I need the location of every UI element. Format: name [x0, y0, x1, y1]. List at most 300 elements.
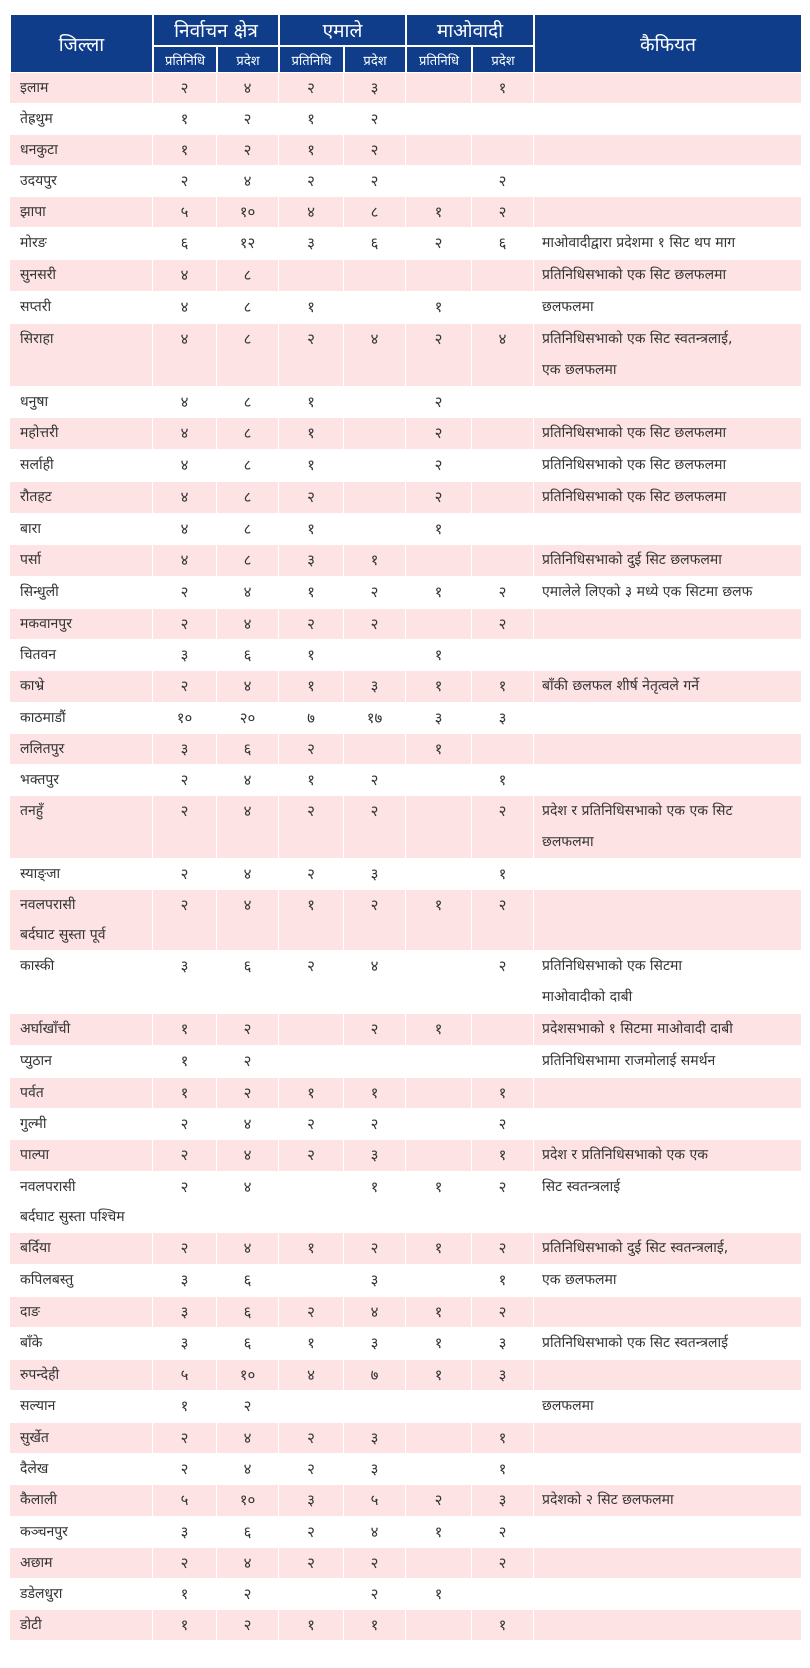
- district-name: कपिलबस्तु: [20, 1272, 74, 1288]
- uml-province-cell: २: [344, 1579, 406, 1610]
- district-cell: [10, 418, 153, 450]
- maoist-province-cell: १: [472, 1265, 534, 1297]
- district-cell: [10, 104, 153, 135]
- uml-province-cell: ३: [344, 671, 406, 703]
- remarks-text: प्रतिनिधिसभाको एक सिट स्वतन्त्रलाई,: [542, 331, 733, 347]
- maoist-province-cell: [472, 292, 534, 324]
- uml-representative-cell: १: [279, 387, 344, 418]
- district-cell: [10, 1485, 153, 1517]
- maoist-province-cell: [472, 1014, 534, 1046]
- uml-province-cell: २: [344, 765, 406, 796]
- maoist-representative-cell: [406, 859, 472, 890]
- maoist-province-cell: [472, 450, 534, 482]
- maoist-representative-cell: १: [406, 514, 472, 545]
- remarks-cell: [534, 514, 802, 545]
- uml-province-cell: [344, 514, 406, 545]
- remarks-cell: [534, 197, 802, 228]
- maoist-representative-cell: १: [406, 734, 472, 765]
- maoist-representative-cell: १: [406, 1172, 472, 1233]
- uml-representative-cell: ३: [279, 1485, 344, 1517]
- remarks-text: प्रदेशको २ सिट छलफलमा: [542, 1492, 674, 1508]
- uml-province-cell: [344, 640, 406, 671]
- maoist-representative-cell: [406, 609, 472, 640]
- district-name: पर्सा: [20, 552, 42, 568]
- maoist-province-cell: [472, 1391, 534, 1423]
- uml-province-cell: ४: [344, 324, 406, 387]
- remarks-cell: [534, 1610, 802, 1641]
- maoist-province-cell: [472, 482, 534, 514]
- uml-province-cell: २: [344, 577, 406, 609]
- uml-province-cell: २: [344, 609, 406, 640]
- maoist-province-cell: [472, 260, 534, 292]
- header-remarks: कैफियत: [534, 14, 802, 73]
- remarks-cell: [534, 1579, 802, 1610]
- district-cell: [10, 228, 153, 260]
- maoist-province-cell: [472, 1046, 534, 1078]
- uml-province-cell: १: [344, 545, 406, 577]
- district-name: रुपन्देही: [20, 1367, 60, 1383]
- constituency-representative-cell: २: [153, 1109, 217, 1140]
- uml-province-cell: ४: [344, 951, 406, 1014]
- constituency-province-cell: ६: [217, 1265, 279, 1297]
- table-row: [10, 1423, 802, 1454]
- constituency-province-cell: ४: [217, 1548, 279, 1579]
- remarks-text: प्रतिनिधिसभाको एक सिट छलफलमा: [542, 267, 727, 283]
- district-name: रौतहट: [20, 489, 52, 505]
- maoist-province-cell: [472, 640, 534, 671]
- district-name: चितवन: [20, 647, 57, 663]
- uml-representative-cell: [279, 1579, 344, 1610]
- maoist-province-cell: २: [472, 1233, 534, 1265]
- uml-representative-cell: १: [279, 514, 344, 545]
- district-cell: [10, 1046, 153, 1078]
- maoist-representative-cell: [406, 1078, 472, 1109]
- maoist-representative-cell: [406, 545, 472, 577]
- constituency-representative-cell: ३: [153, 1265, 217, 1297]
- district-cell: [10, 609, 153, 640]
- maoist-representative-cell: [406, 135, 472, 166]
- constituency-representative-cell: २: [153, 609, 217, 640]
- remarks-cell: [534, 292, 802, 324]
- uml-province-cell: ३: [344, 1265, 406, 1297]
- constituency-representative-cell: ६: [153, 228, 217, 260]
- remarks-cell: [534, 1265, 802, 1297]
- constituency-representative-cell: २: [153, 1233, 217, 1265]
- uml-province-cell: ४: [344, 1517, 406, 1548]
- maoist-province-cell: ४: [472, 324, 534, 387]
- remarks-cell: [534, 387, 802, 418]
- maoist-representative-cell: १: [406, 1233, 472, 1265]
- district-cell: [10, 73, 153, 104]
- uml-province-cell: १: [344, 1078, 406, 1109]
- maoist-representative-cell: १: [406, 1517, 472, 1548]
- table-row: [10, 324, 802, 387]
- table-row: [10, 765, 802, 796]
- district-cell: [10, 324, 153, 387]
- constituency-province-cell: ४: [217, 765, 279, 796]
- maoist-province-cell: १: [472, 1078, 534, 1109]
- uml-representative-cell: १: [279, 450, 344, 482]
- maoist-representative-cell: २: [406, 418, 472, 450]
- maoist-province-cell: १: [472, 1140, 534, 1172]
- remarks-text: प्रतिनिधिसभाको एक सिट स्वतन्त्रलाई: [542, 1335, 728, 1351]
- district-cell: [10, 1423, 153, 1454]
- remarks-text: प्रदेश र प्रतिनिधिसभाको एक एक: [542, 1147, 708, 1163]
- maoist-province-cell: २: [472, 1109, 534, 1140]
- uml-representative-cell: २: [279, 951, 344, 1014]
- constituency-representative-cell: ४: [153, 387, 217, 418]
- constituency-representative-cell: २: [153, 1548, 217, 1579]
- uml-representative-cell: ३: [279, 545, 344, 577]
- district-cell: [10, 796, 153, 859]
- maoist-province-cell: [472, 545, 534, 577]
- constituency-representative-cell: १: [153, 1078, 217, 1109]
- maoist-province-cell: १: [472, 1454, 534, 1485]
- subheader-representative: प्रतिनिधि: [406, 46, 472, 73]
- constituency-province-cell: ८: [217, 387, 279, 418]
- uml-representative-cell: १: [279, 104, 344, 135]
- constituency-province-cell: ६: [217, 1297, 279, 1328]
- maoist-province-cell: [472, 135, 534, 166]
- maoist-province-cell: [472, 734, 534, 765]
- maoist-representative-cell: [406, 1454, 472, 1485]
- constituency-representative-cell: २: [153, 73, 217, 104]
- maoist-province-cell: [472, 1579, 534, 1610]
- remarks-cell: [534, 796, 802, 859]
- constituency-representative-cell: २: [153, 890, 217, 951]
- remarks-text-line2: माओवादीको दाबी: [542, 989, 633, 1005]
- maoist-province-cell: ३: [472, 1328, 534, 1360]
- district-name: बाँके: [20, 1335, 43, 1351]
- constituency-representative-cell: ४: [153, 324, 217, 387]
- district-name: सप्तरी: [20, 299, 52, 315]
- maoist-province-cell: [472, 104, 534, 135]
- table-row: [10, 1233, 802, 1265]
- remarks-text: छलफलमा: [542, 1398, 594, 1414]
- constituency-province-cell: १०: [217, 197, 279, 228]
- header-uml: एमाले: [279, 14, 406, 46]
- constituency-representative-cell: १: [153, 104, 217, 135]
- maoist-representative-cell: २: [406, 1485, 472, 1517]
- table-row: [10, 1517, 802, 1548]
- uml-representative-cell: ३: [279, 228, 344, 260]
- maoist-representative-cell: ३: [406, 703, 472, 734]
- maoist-representative-cell: [406, 1423, 472, 1454]
- uml-province-cell: [344, 734, 406, 765]
- table-row: [10, 1391, 802, 1423]
- uml-representative-cell: १: [279, 418, 344, 450]
- table-row: [10, 1109, 802, 1140]
- constituency-province-cell: ६: [217, 951, 279, 1014]
- uml-representative-cell: २: [279, 859, 344, 890]
- district-name: तनहुँ: [20, 803, 44, 819]
- district-cell: [10, 765, 153, 796]
- maoist-representative-cell: १: [406, 640, 472, 671]
- remarks-cell: [534, 418, 802, 450]
- uml-province-cell: २: [344, 890, 406, 951]
- remarks-cell: [534, 545, 802, 577]
- constituency-province-cell: २०: [217, 703, 279, 734]
- maoist-representative-cell: [406, 1140, 472, 1172]
- uml-province-cell: ३: [344, 1423, 406, 1454]
- remarks-text: प्रतिनिधिसभामा राजमोलाई समर्थन: [542, 1053, 716, 1069]
- constituency-province-cell: ८: [217, 450, 279, 482]
- remarks-cell: [534, 482, 802, 514]
- maoist-representative-cell: १: [406, 1014, 472, 1046]
- table-row: [10, 1485, 802, 1517]
- remarks-cell: [534, 890, 802, 951]
- district-cell: [10, 482, 153, 514]
- subheader-representative: प्रतिनिधि: [279, 46, 344, 73]
- remarks-cell: [534, 1423, 802, 1454]
- constituency-province-cell: ४: [217, 1109, 279, 1140]
- table-row: [10, 703, 802, 734]
- constituency-representative-cell: २: [153, 166, 217, 197]
- constituency-province-cell: ८: [217, 418, 279, 450]
- table-row: [10, 1579, 802, 1610]
- district-name: नवलपरासी: [20, 897, 76, 913]
- table-row: [10, 1454, 802, 1485]
- constituency-province-cell: ६: [217, 1517, 279, 1548]
- district-cell: [10, 671, 153, 703]
- district-name: अर्घाखाँची: [20, 1021, 71, 1037]
- maoist-province-cell: २: [472, 1517, 534, 1548]
- district-name: सिन्धुली: [20, 584, 59, 600]
- uml-representative-cell: [279, 1391, 344, 1423]
- constituency-representative-cell: ४: [153, 260, 217, 292]
- constituency-representative-cell: १: [153, 135, 217, 166]
- uml-representative-cell: २: [279, 1423, 344, 1454]
- table-row: [10, 450, 802, 482]
- remarks-text: एक छलफलमा: [542, 1272, 617, 1288]
- table-row: [10, 1548, 802, 1579]
- maoist-representative-cell: [406, 73, 472, 104]
- district-cell: [10, 166, 153, 197]
- district-name: दाङ: [20, 1304, 40, 1320]
- constituency-province-cell: ८: [217, 292, 279, 324]
- constituency-province-cell: १२: [217, 228, 279, 260]
- table-row: [10, 859, 802, 890]
- constituency-province-cell: ८: [217, 482, 279, 514]
- uml-province-cell: ७: [344, 1360, 406, 1391]
- uml-representative-cell: २: [279, 1517, 344, 1548]
- constituency-representative-cell: ४: [153, 450, 217, 482]
- constituency-province-cell: ८: [217, 514, 279, 545]
- remarks-text: प्रतिनिधिसभाको दुई सिट स्वतन्त्रलाई,: [542, 1240, 729, 1256]
- constituency-province-cell: ४: [217, 796, 279, 859]
- remarks-cell: [534, 1109, 802, 1140]
- constituency-representative-cell: २: [153, 859, 217, 890]
- table-header: [10, 14, 802, 73]
- uml-representative-cell: ४: [279, 1360, 344, 1391]
- table-row: [10, 135, 802, 166]
- remarks-cell: [534, 703, 802, 734]
- constituency-representative-cell: २: [153, 671, 217, 703]
- district-name: ललितपुर: [20, 741, 65, 757]
- maoist-representative-cell: २: [406, 482, 472, 514]
- maoist-representative-cell: १: [406, 890, 472, 951]
- table-row: [10, 260, 802, 292]
- constituency-province-cell: ४: [217, 609, 279, 640]
- constituency-province-cell: ४: [217, 1423, 279, 1454]
- uml-representative-cell: १: [279, 640, 344, 671]
- district-cell: [10, 577, 153, 609]
- district-cell: [10, 734, 153, 765]
- header-district: जिल्ला: [10, 14, 153, 73]
- constituency-province-cell: ४: [217, 890, 279, 951]
- uml-representative-cell: २: [279, 1109, 344, 1140]
- remarks-text: सिट स्वतन्त्रलाई: [542, 1179, 621, 1195]
- uml-province-cell: २: [344, 1109, 406, 1140]
- district-name: दैलेख: [20, 1461, 49, 1477]
- remarks-cell: [534, 1233, 802, 1265]
- district-name: मोरङ: [20, 235, 47, 251]
- maoist-representative-cell: [406, 1109, 472, 1140]
- maoist-province-cell: १: [472, 1423, 534, 1454]
- remarks-cell: [534, 135, 802, 166]
- remarks-cell: [534, 450, 802, 482]
- district-cell: [10, 450, 153, 482]
- maoist-province-cell: २: [472, 609, 534, 640]
- district-cell: [10, 1297, 153, 1328]
- district-name: बारा: [20, 521, 41, 537]
- maoist-province-cell: २: [472, 951, 534, 1014]
- district-name: धनुषा: [20, 394, 49, 410]
- uml-representative-cell: [279, 1172, 344, 1233]
- constituency-representative-cell: २: [153, 577, 217, 609]
- constituency-representative-cell: ३: [153, 1297, 217, 1328]
- uml-representative-cell: २: [279, 166, 344, 197]
- maoist-representative-cell: २: [406, 324, 472, 387]
- district-cell: [10, 1172, 153, 1233]
- uml-representative-cell: २: [279, 482, 344, 514]
- uml-province-cell: ८: [344, 197, 406, 228]
- district-name: कञ्चनपुर: [20, 1524, 68, 1540]
- remarks-cell: [534, 104, 802, 135]
- uml-province-cell: [344, 482, 406, 514]
- district-name: महोत्तरी: [20, 425, 59, 441]
- maoist-representative-cell: [406, 260, 472, 292]
- remarks-cell: [534, 1548, 802, 1579]
- table-row: [10, 73, 802, 104]
- maoist-representative-cell: [406, 1265, 472, 1297]
- district-cell: [10, 1548, 153, 1579]
- district-cell: [10, 1140, 153, 1172]
- remarks-text-line2: छलफलमा: [542, 834, 594, 850]
- district-cell: [10, 1454, 153, 1485]
- remarks-text: प्रतिनिधिसभाको एक सिट छलफलमा: [542, 425, 727, 441]
- maoist-province-cell: ६: [472, 228, 534, 260]
- constituency-province-cell: ४: [217, 73, 279, 104]
- uml-province-cell: [344, 1046, 406, 1078]
- constituency-representative-cell: ३: [153, 640, 217, 671]
- remarks-text: एमालेले लिएको ३ मध्ये एक सिटमा छलफ: [542, 584, 753, 600]
- constituency-province-cell: २: [217, 135, 279, 166]
- table-row: [10, 671, 802, 703]
- district-cell: [10, 640, 153, 671]
- remarks-text: प्रतिनिधिसभाको एक सिट छलफलमा: [542, 457, 727, 473]
- table-row: [10, 734, 802, 765]
- maoist-representative-cell: १: [406, 1297, 472, 1328]
- table-row: [10, 104, 802, 135]
- maoist-representative-cell: १: [406, 577, 472, 609]
- header-constituency: निर्वाचन क्षेत्र: [153, 14, 279, 46]
- maoist-representative-cell: १: [406, 292, 472, 324]
- maoist-province-cell: २: [472, 1297, 534, 1328]
- district-cell: [10, 703, 153, 734]
- constituency-representative-cell: ५: [153, 1485, 217, 1517]
- uml-representative-cell: [279, 1046, 344, 1078]
- maoist-province-cell: ३: [472, 1360, 534, 1391]
- maoist-representative-cell: १: [406, 1360, 472, 1391]
- maoist-province-cell: ३: [472, 703, 534, 734]
- uml-representative-cell: १: [279, 1610, 344, 1641]
- constituency-representative-cell: ५: [153, 197, 217, 228]
- uml-representative-cell: १: [279, 671, 344, 703]
- district-name: डोटी: [20, 1617, 42, 1633]
- table-row: [10, 1265, 802, 1297]
- district-name: मकवानपुर: [20, 616, 72, 632]
- remarks-cell: [534, 1454, 802, 1485]
- district-name: स्याङ्जा: [20, 866, 61, 882]
- remarks-text: प्रदेश र प्रतिनिधिसभाको एक एक सिट: [542, 803, 733, 819]
- district-cell: [10, 951, 153, 1014]
- uml-representative-cell: २: [279, 1454, 344, 1485]
- subheader-province: प्रदेश: [472, 46, 534, 73]
- constituency-representative-cell: ४: [153, 482, 217, 514]
- maoist-province-cell: २: [472, 166, 534, 197]
- uml-province-cell: ३: [344, 859, 406, 890]
- table-row: [10, 514, 802, 545]
- uml-province-cell: [344, 387, 406, 418]
- uml-province-cell: २: [344, 1548, 406, 1579]
- constituency-representative-cell: १: [153, 1014, 217, 1046]
- table-row: [10, 951, 802, 1014]
- uml-representative-cell: १: [279, 1328, 344, 1360]
- maoist-representative-cell: [406, 1391, 472, 1423]
- district-cell: [10, 1014, 153, 1046]
- table-row: [10, 228, 802, 260]
- district-name: कास्की: [20, 958, 55, 974]
- district-name: पाल्पा: [20, 1147, 50, 1163]
- constituency-representative-cell: १: [153, 1579, 217, 1610]
- uml-representative-cell: [279, 260, 344, 292]
- uml-province-cell: २: [344, 1014, 406, 1046]
- uml-representative-cell: [279, 1014, 344, 1046]
- district-cell: [10, 1610, 153, 1641]
- district-name: उदयपुर: [20, 173, 57, 189]
- maoist-province-cell: १: [472, 765, 534, 796]
- remarks-cell: [534, 951, 802, 1014]
- remarks-text: प्रतिनिधिसभाको दुई सिट छलफलमा: [542, 552, 722, 568]
- district-name: सुर्खेत: [20, 1430, 49, 1446]
- remarks-cell: [534, 609, 802, 640]
- constituency-representative-cell: १: [153, 1046, 217, 1078]
- maoist-representative-cell: १: [406, 1579, 472, 1610]
- remarks-text-line2: एक छलफलमा: [542, 362, 617, 378]
- district-name: नवलपरासी: [20, 1179, 76, 1195]
- remarks-cell: [534, 1328, 802, 1360]
- uml-representative-cell: १: [279, 135, 344, 166]
- uml-representative-cell: २: [279, 609, 344, 640]
- table-row: [10, 1610, 802, 1641]
- table-row: [10, 1297, 802, 1328]
- constituency-representative-cell: २: [153, 796, 217, 859]
- uml-province-cell: [344, 260, 406, 292]
- table-row: [10, 890, 802, 951]
- constituency-representative-cell: ४: [153, 418, 217, 450]
- district-name: सर्लाही: [20, 457, 54, 473]
